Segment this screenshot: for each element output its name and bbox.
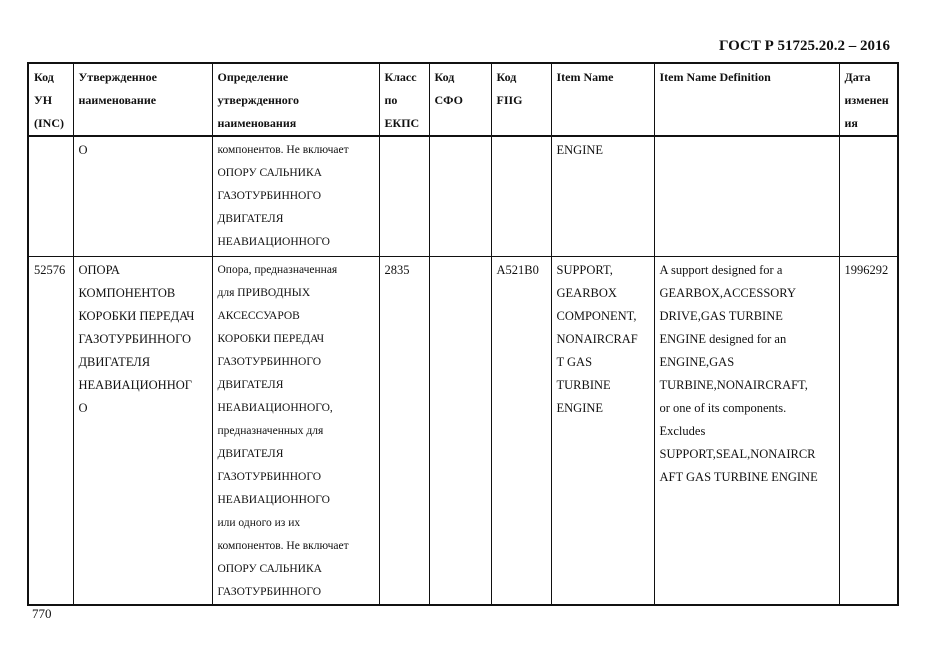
- cell-line: SUPPORT,SEAL,NONAIRCR: [659, 447, 816, 461]
- header-line: СФО: [434, 93, 463, 107]
- cell-line: 1996292: [844, 263, 889, 277]
- col-header-date: [839, 63, 898, 136]
- cell-line: TURBINE,NONAIRCRAFT,: [659, 378, 808, 392]
- cell-line: ДВИГАТЕЛЯ: [217, 448, 284, 460]
- cell-line: или одного из их: [217, 517, 301, 529]
- cell-line: компонентов. Не включает: [217, 540, 349, 552]
- cell-line: ДВИГАТЕЛЯ: [78, 355, 151, 369]
- cell-line: 2835: [384, 263, 410, 277]
- col-header-ekps: [379, 63, 429, 136]
- cell-line: КОМПОНЕНТОВ: [78, 286, 176, 300]
- cell-definition: [212, 136, 379, 257]
- cell-line: КОРОБКИ ПЕРЕДАЧ: [78, 309, 195, 323]
- cell-name: [73, 257, 212, 606]
- header-line: FIIG: [496, 93, 523, 107]
- cell-line: COMPONENT,: [556, 309, 637, 323]
- cell-line: ENGINE designed for an: [659, 332, 787, 346]
- cell-line: компонентов. Не включает: [217, 144, 349, 156]
- cell-line: DRIVE,GAS TURBINE: [659, 309, 783, 323]
- header-line: ия: [844, 116, 858, 130]
- cell-line: A support designed for a: [659, 263, 783, 277]
- cell-line: для ПРИВОДНЫХ: [217, 287, 311, 299]
- catalog-table: [27, 62, 899, 606]
- cell-date: [839, 136, 898, 257]
- cell-item-name: [551, 136, 654, 257]
- cell-sfo: [429, 136, 491, 257]
- cell-sfo: [429, 257, 491, 606]
- cell-definition: [212, 257, 379, 606]
- table-row: [28, 136, 898, 257]
- cell-line: НЕАВИАЦИОННОГО: [217, 494, 330, 506]
- cell-line: ОПОРА: [78, 263, 120, 277]
- cell-ekps: [379, 257, 429, 606]
- header-line: ЕКПС: [384, 116, 420, 130]
- header-line: по: [384, 93, 398, 107]
- header-line: Утвержденное: [78, 70, 157, 84]
- cell-line: ГАЗОТУРБИННОГО: [217, 471, 322, 483]
- page-number: 770: [32, 606, 52, 621]
- cell-line: SUPPORT,: [556, 263, 613, 277]
- cell-line: ГАЗОТУРБИННОГО: [217, 586, 322, 598]
- cell-line: ENGINE,GAS: [659, 355, 735, 369]
- header-line: наименование: [78, 93, 157, 107]
- cell-ekps: [379, 136, 429, 257]
- cell-line: ОПОРУ САЛЬНИКА: [217, 167, 322, 179]
- cell-line: A521B0: [496, 263, 539, 277]
- cell-line: КОРОБКИ ПЕРЕДАЧ: [217, 333, 325, 345]
- col-header-definition: [212, 63, 379, 136]
- cell-line: ENGINE: [556, 401, 604, 415]
- cell-line: or one of its components.: [659, 401, 787, 415]
- header-line: Определение: [217, 70, 289, 84]
- table-row: [28, 257, 898, 606]
- header-line: Item Name Definition: [659, 70, 771, 84]
- col-header-inc: [28, 63, 73, 136]
- header-line: Item Name: [556, 70, 614, 84]
- header-line: УН: [34, 93, 53, 107]
- cell-line: GEARBOX,ACCESSORY: [659, 286, 796, 300]
- header-line: Дата: [844, 70, 871, 84]
- cell-line: 52576: [34, 263, 66, 277]
- cell-inc: [28, 257, 73, 606]
- cell-fiig: [491, 136, 551, 257]
- document-id: ГОСТ Р 51725.20.2 – 2016: [718, 38, 890, 54]
- cell-line: ДВИГАТЕЛЯ: [217, 379, 284, 391]
- cell-line: НЕАВИАЦИОННОГО: [217, 236, 330, 248]
- cell-fiig: [491, 257, 551, 606]
- cell-line: АКСЕССУАРОВ: [217, 310, 300, 322]
- header-row: [28, 63, 898, 136]
- cell-line: НЕАВИАЦИОННОГ: [78, 378, 192, 392]
- cell-line: ОПОРУ САЛЬНИКА: [217, 563, 322, 575]
- header-line: наименования: [217, 116, 297, 130]
- col-header-item-name: [551, 63, 654, 136]
- cell-line: T GAS: [556, 355, 593, 369]
- col-header-name: [73, 63, 212, 136]
- cell-line: ГАЗОТУРБИННОГО: [217, 356, 322, 368]
- col-header-fiig: [491, 63, 551, 136]
- cell-line: Опора, предназначенная: [217, 264, 338, 276]
- cell-line: AFT GAS TURBINE ENGINE: [659, 470, 818, 484]
- cell-item-definition: [654, 257, 839, 606]
- header-line: утвержденного: [217, 93, 299, 107]
- cell-line: НЕАВИАЦИОННОГО,: [217, 402, 333, 414]
- cell-line: Excludes: [659, 424, 706, 438]
- header-line: Класс: [384, 70, 417, 84]
- cell-item-name: [551, 257, 654, 606]
- cell-line: ENGINE: [556, 143, 604, 157]
- cell-line: О: [78, 401, 88, 415]
- header-line: (INC): [34, 116, 64, 130]
- cell-line: TURBINE: [556, 378, 611, 392]
- header-line: Код: [496, 70, 517, 84]
- header-line: Код: [434, 70, 455, 84]
- cell-line: ГАЗОТУРБИННОГО: [78, 332, 192, 346]
- cell-name: [73, 136, 212, 257]
- header-line: Код: [34, 70, 54, 84]
- cell-line: предназначенных для: [217, 425, 324, 437]
- cell-line: О: [78, 143, 88, 157]
- cell-line: ГАЗОТУРБИННОГО: [217, 190, 322, 202]
- col-header-sfo: [429, 63, 491, 136]
- cell-line: ДВИГАТЕЛЯ: [217, 213, 284, 225]
- cell-line: NONAIRCRAF: [556, 332, 638, 346]
- cell-date: [839, 257, 898, 606]
- header-line: изменен: [844, 93, 889, 107]
- col-header-item-definition: [654, 63, 839, 136]
- cell-line: GEARBOX: [556, 286, 617, 300]
- cell-inc: [28, 136, 73, 257]
- cell-item-definition: [654, 136, 839, 257]
